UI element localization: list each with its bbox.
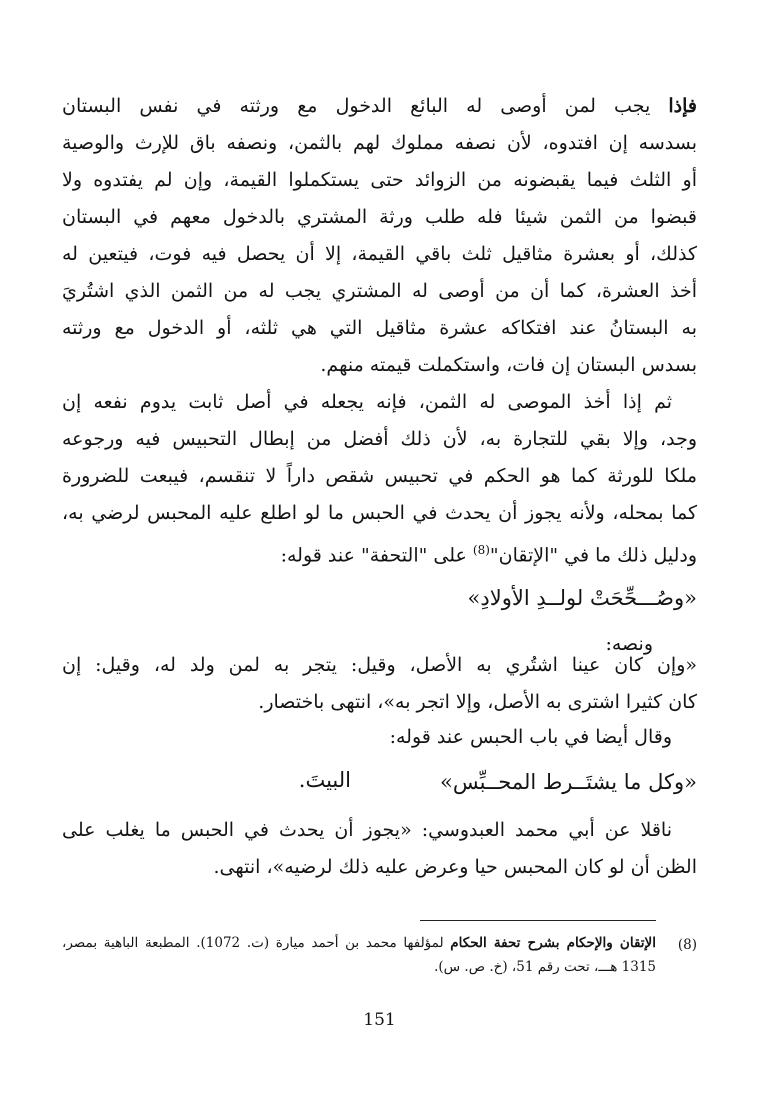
page-number: 151 <box>363 1010 396 1030</box>
verse-2-hemistich: «وكل ما يشتَــرط المحــبِّس» <box>440 770 697 794</box>
paragraph-1-line-8: بسدس البستان إن فات، واستكملت قيمته منهم. <box>320 354 697 376</box>
paragraph-1-line-6: أخذ العشرة، كما أن من أوصى له المشتري يجب له من الثمن الذي اشتُريَ <box>62 280 697 302</box>
footnote-separator <box>420 920 656 921</box>
paragraph-2-line-2: وجد، وإلا بقي للتجارة به، لأن ذلك أفضل من إبطال التحبيس فيه ورجوعه <box>62 428 697 450</box>
footnote-reference: (8) <box>472 543 490 557</box>
paragraph-2-line-5: ودليل ذلك ما في "الإتقان"$^{(8)}$ على "التحفة" عند قوله: <box>280 543 697 567</box>
footnote-number: (8) <box>677 937 697 953</box>
paragraph-2-line-1: ثم إذا أخذ الموصى له الثمن، فإنه يجعله في أصل ثابت يدوم نفعه إن <box>62 391 672 413</box>
quote-1-line-2: كان كثيرا اشترى به الأصل، وإلا اتجر به»، انتهى باختصار. <box>258 691 697 713</box>
paragraph-lead-word: فإذا <box>668 95 697 117</box>
footnote-line-1: الإتقان والإحكام بشرح تحفة الحكام لمؤلفها محمد بن أحمد ميارة (ت. 1072). المطبعة الباهية بمصر، <box>62 935 656 951</box>
paragraph-1-line-4: قبضوا من الثمن شيئا فله طلب ورثة المشتري بالدخول معهم في البستان <box>62 206 697 228</box>
paragraph-3-line-1: ناقلا عن أبي محمد العبدوسي: «يجوز أن يحدث في الحبس ما يغلب على <box>62 819 672 841</box>
paragraph-1-line-2: بسدسه إن افتدوه، لأن نصفه مملوك لهم بالثمن، ونصفه باق للإرث والوصية <box>62 132 697 154</box>
verse-2-label: البيتَ. <box>298 768 351 792</box>
paragraph-1-line-1: فإذا يجب لمن أوصى له البائع الدخول مع ورثته في نفس البستان <box>62 95 697 117</box>
paragraph-2-line-3: ملكا للورثة كما هو الحكم في تحبيس شقص داراً لا تنقسم، فيبعت للضرورة <box>62 465 697 487</box>
paragraph-2-line-4: كما بمحله، ولأنه يجوز أن يحدث في الحبس ما لو اطلع عليه المحبس لرضي به، <box>62 502 697 524</box>
text-qala: وقال أيضا في باب الحبس عند قوله: <box>389 726 672 748</box>
text-nassuh: ونصه: <box>605 633 653 655</box>
footnote-line-2: 1315 هـــ، تحت رقم 51، (خ. ص. س). <box>434 959 656 975</box>
paragraph-1-line-5: كذلك، أو بعشرة مثاقيل ثلث باقي القيمة، إلا أن يحصل فيه فوت، فيتعين له <box>62 243 697 265</box>
quote-1-line-1: «وإن كان عينا اشتُري به الأصل، وقيل: يتجر به لمن ولد له، وقيل: إن <box>62 654 697 676</box>
paragraph-3-line-2: الظن أن لو كان المحبس حيا وعرض عليه ذلك لرضيه»، انتهى. <box>213 856 697 878</box>
paragraph-1-line-7: به البستانُ عند افتكاكه عشرة مثاقيل التي هي ثلثه، أو الدخول مع ورثته <box>62 317 697 339</box>
footnote-book-title: الإتقان والإحكام بشرح تحفة الحكام <box>450 935 656 951</box>
verse-1: «وصُـــحِّحَتْ لولــدِ الأولادِ» <box>467 586 697 610</box>
paragraph-1-line-3: أو الثلث فيما يقبضونه من الزوائد حتى يستكملوا القيمة، وإن لم يفتدوه ولا <box>62 169 697 191</box>
